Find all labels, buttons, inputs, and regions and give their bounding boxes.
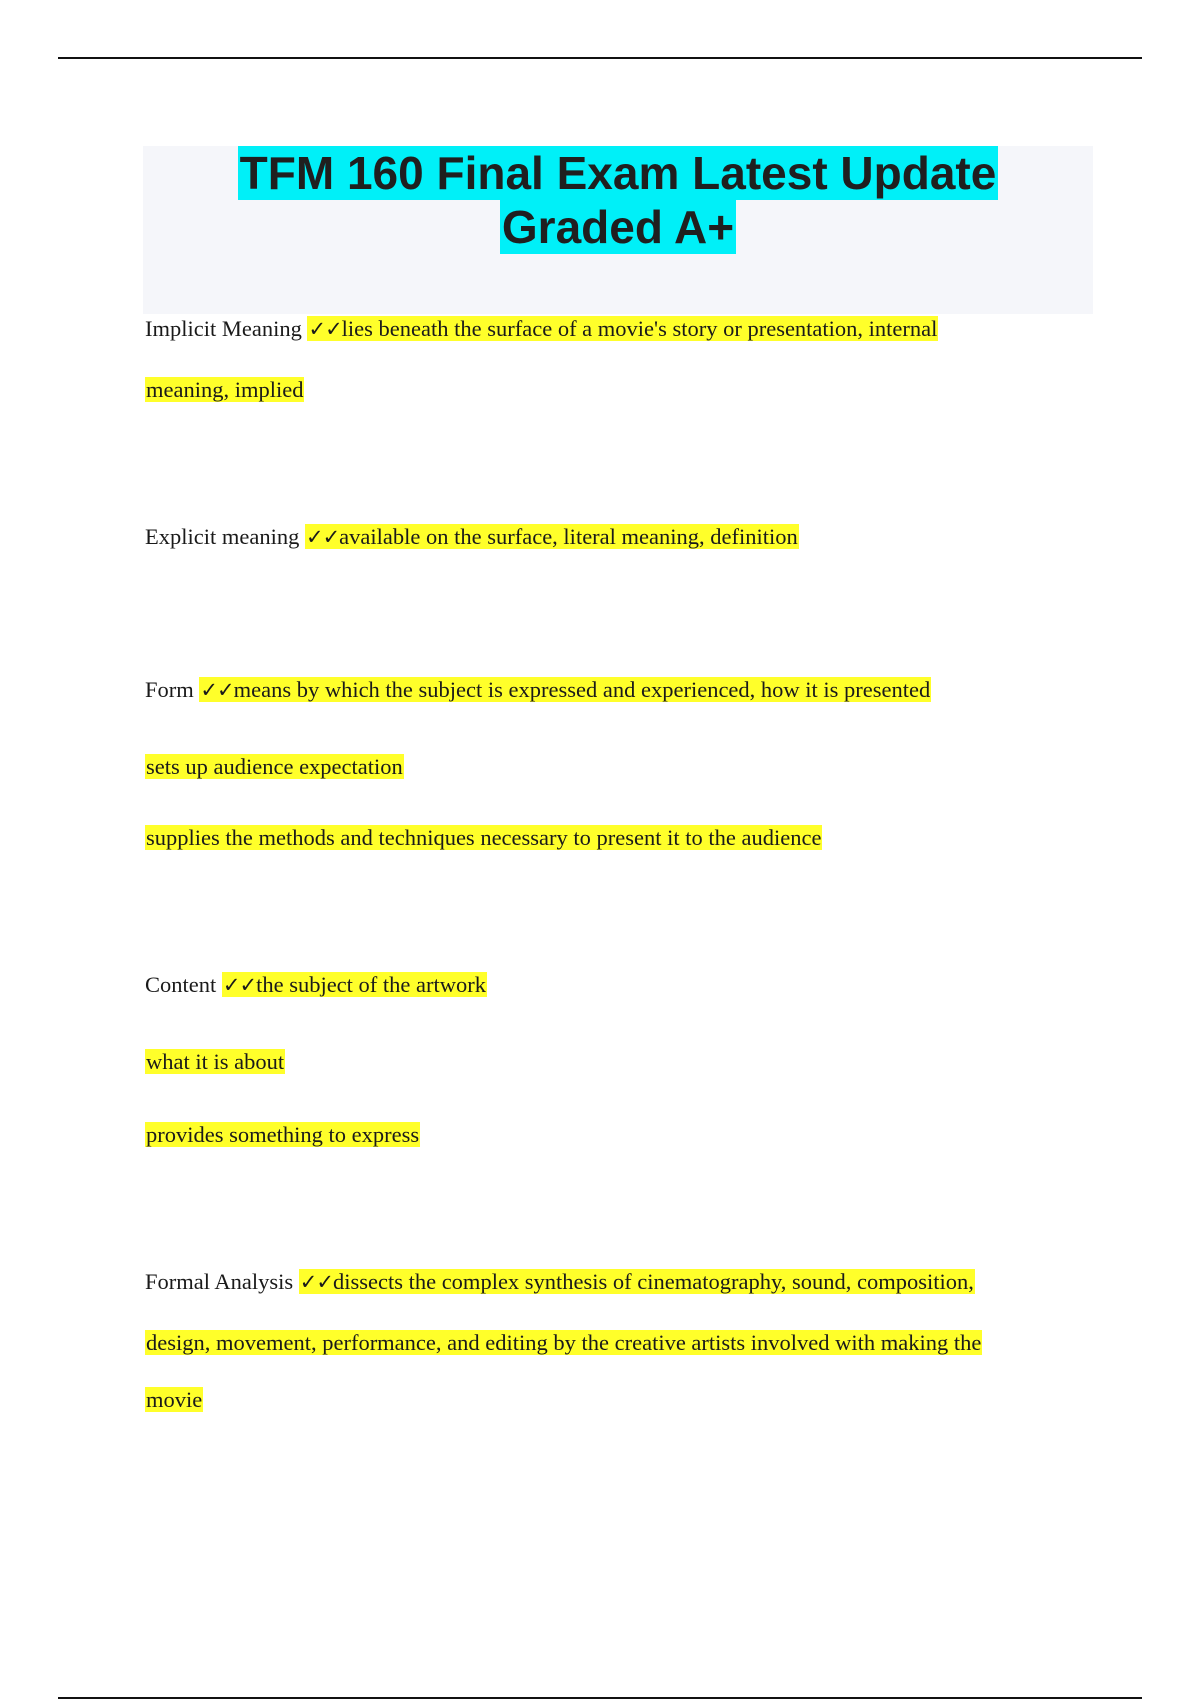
definition-line: ✓✓the subject of the artwork (222, 972, 486, 997)
page-title-line-2: Graded A+ (501, 201, 735, 253)
definition-line: ✓✓means by which the subject is expressed and experienced, how it is presented (200, 677, 931, 702)
header-rule (58, 57, 1142, 59)
check-icon: ✓✓ (305, 525, 340, 549)
definition-continuation: what it is about (146, 1049, 285, 1074)
definition-continuation: supplies the methods and techniques necessary to present it to the audience (146, 825, 822, 850)
page-title-line-1: TFM 160 Final Exam Latest Update (239, 147, 997, 199)
definition-line: ✓✓available on the surface, literal meaning, definition (305, 524, 798, 549)
term-label: Implicit Meaning (145, 316, 302, 341)
term-label: Explicit meaning (145, 524, 300, 549)
term-label: Formal Analysis (145, 1269, 294, 1294)
entry-content (145, 969, 487, 1001)
entry-form (145, 674, 931, 706)
check-icon: ✓✓ (200, 678, 234, 702)
entry-explicit-meaning (145, 521, 799, 553)
title-block (143, 146, 1093, 314)
definition-continuation: provides something to express (146, 1122, 420, 1147)
definition-continuation: movie (146, 1387, 203, 1412)
entry-implicit-meaning (145, 313, 938, 345)
term-label: Form (145, 677, 194, 702)
definition-continuation: design, movement, performance, and editing by the creative artists involved with making the (146, 1330, 982, 1355)
definition-continuation: sets up audience expectation (146, 754, 403, 779)
definition-continuation: meaning, implied (146, 377, 304, 402)
definition-line: ✓✓lies beneath the surface of a movie's story or presentation, internal (308, 316, 938, 341)
entry-formal-analysis (145, 1266, 975, 1298)
check-icon: ✓✓ (308, 317, 342, 341)
footer-rule (58, 1697, 1142, 1699)
check-icon: ✓✓ (222, 973, 257, 997)
term-label: Content (145, 972, 217, 997)
check-icon: ✓✓ (299, 1270, 333, 1294)
definition-line: ✓✓dissects the complex synthesis of cinematography, sound, composition, (299, 1269, 974, 1294)
